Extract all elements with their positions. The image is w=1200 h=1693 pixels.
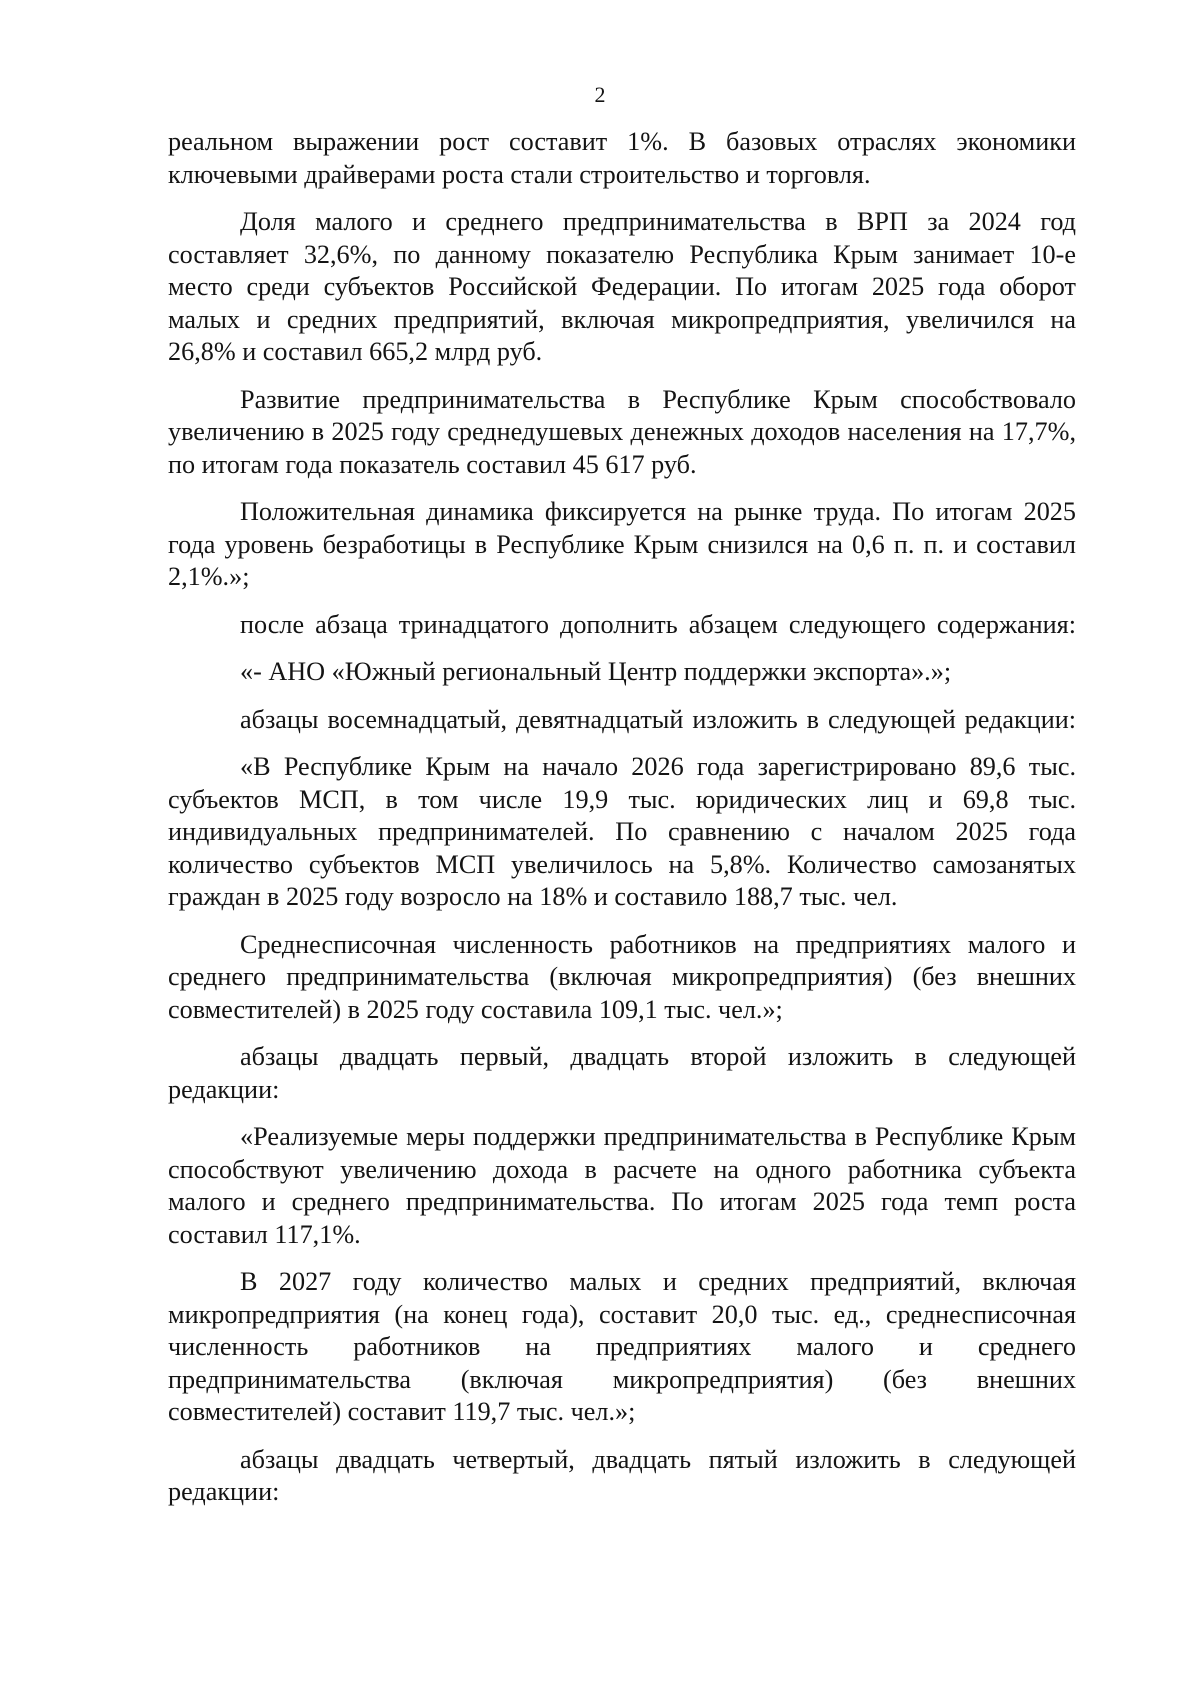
paragraph-amendment-instruction: абзацы двадцать четвертый, двадцать пятый изложить в следующей редакции: <box>168 1444 1076 1506</box>
paragraph-labor-market: Положительная динамика фиксируется на рынке труда. По итогам 2025 года уровень безработицы в Республике Крым снизился на 0,6 п. п. и составил 2,1%.»; <box>168 497 1076 591</box>
page-number: 2 <box>594 82 606 107</box>
paragraph-amendment-instruction: абзацы восемнадцатый, девятнадцатый изложить в следующей редакции: <box>240 704 1076 734</box>
paragraph-msp-share: Доля малого и среднего предпринимательства в ВРП за 2024 год составляет 32,6%, по данному показателю Республика Крым занимает 10-е место среди субъектов Российской Федерации. По итогам 2025 года оборот малых и средних предприятий, включая микропредприятия, увеличился на 26,8% и составил 665,2 млрд руб. <box>168 207 1076 366</box>
paragraph-export-center: «- АНО «Южный региональный Центр поддержки экспорта».»; <box>240 657 952 686</box>
document-body <box>168 126 1076 1524</box>
paragraph-msp-registered: «В Республике Крым на начало 2026 года зарегистрировано 89,6 тыс. субъектов МСП, в том числе 19,9 тыс. юридических лиц и 69,8 тыс. индивидуальных предпринимателей. По сравнению с началом 2025 года количество субъектов МСП увеличилось на 5,8%. Количество самозанятых граждан в 2025 году возросло на 18% и составило 188,7 тыс. чел. <box>168 752 1076 911</box>
paragraph-income-growth: Развитие предпринимательства в Республике Крым способствовало увеличению в 2025 году среднедушевых денежных доходов населения на 17,7%, по итогам года показатель составил 45 617 руб. <box>168 384 1076 479</box>
paragraph-amendment-instruction: абзацы двадцать первый, двадцать второй изложить в следующей редакции: <box>168 1042 1076 1104</box>
paragraph-amendment-instruction: после абзаца тринадцатого дополнить абзацем следующего содержания: <box>240 609 1076 639</box>
paragraph-support-measures: «Реализуемые меры поддержки предпринимательства в Республике Крым способствуют увеличению дохода в расчете на одного работника субъекта малого и среднего предпринимательства. По итогам 2025 года темп роста составил 117,1%. <box>168 1122 1076 1249</box>
paragraph-employment: Среднесписочная численность работников на предприятиях малого и среднего предпринимательства (включая микропредприятия) (без внешних совместителей) в 2025 году составила 109,1 тыс. чел.»; <box>168 929 1076 1024</box>
paragraph-forecast-2027: В 2027 году количество малых и средних предприятий, включая микропредприятия (на конец года), составит 20,0 тыс. ед., среднесписочная численность работников на предприятиях малого и среднего предпринимательства (включая микропредприятия) (без внешних совместителей) составит 119,7 тыс. чел.»; <box>168 1267 1076 1426</box>
paragraph-continuation: реальном выражении рост составит 1%. В базовых отраслях экономики ключевыми драйверами роста стали строительство и торговля. <box>168 127 1076 189</box>
